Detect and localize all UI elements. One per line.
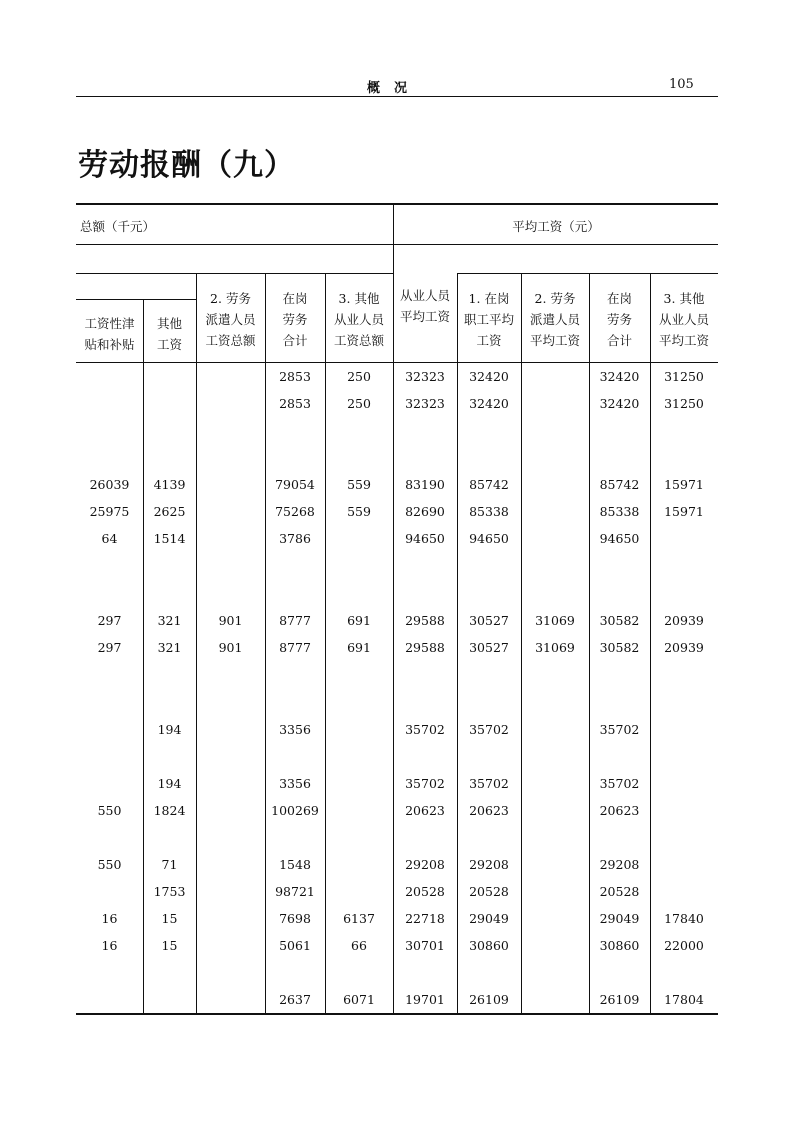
- table-cell: [76, 776, 143, 792]
- table-cell: [196, 803, 265, 819]
- table-cell: [521, 776, 589, 792]
- table-cell: 16: [101, 938, 118, 953]
- table-cell: 8777: [279, 613, 311, 628]
- table-cell: 1514: [153, 531, 186, 546]
- table-cell: 15: [161, 938, 178, 953]
- subgroup-rule: [76, 273, 393, 274]
- table-cell: 250: [347, 396, 371, 411]
- table-cell: [521, 504, 589, 520]
- table-cell: 691: [347, 640, 371, 655]
- table-cell: 297: [97, 640, 122, 655]
- table-cell: [325, 884, 393, 900]
- table-cell: [143, 992, 196, 1008]
- table-cell: [76, 396, 143, 412]
- table-cell: [521, 722, 589, 738]
- table-cell: [196, 531, 265, 547]
- table-cell: [521, 477, 589, 493]
- subgroup-rule-left: [76, 299, 196, 300]
- table-cell: 321: [157, 640, 182, 655]
- table-cell: 31250: [664, 369, 704, 384]
- table-cell: [76, 884, 143, 900]
- table-cell: [650, 776, 718, 792]
- column-header-rule: [76, 362, 718, 363]
- table-cell: 32323: [405, 369, 445, 384]
- table-cell: 20528: [469, 884, 509, 899]
- table-cell: [325, 803, 393, 819]
- table-cell: 15: [161, 911, 178, 926]
- table-cell: 20528: [405, 884, 445, 899]
- table-cell: 85742: [469, 477, 509, 492]
- table-cell: 30527: [469, 613, 509, 628]
- table-cell: 26109: [599, 992, 640, 1007]
- table-cell: 2853: [279, 369, 311, 384]
- page-number: 105: [669, 77, 694, 92]
- table-cell: 64: [101, 531, 118, 546]
- table-cell: 3356: [279, 722, 311, 737]
- table-cell: 2637: [279, 992, 311, 1007]
- group-header-rule: [76, 244, 718, 245]
- table-cell: 30582: [599, 613, 640, 628]
- table-cell: 1548: [279, 857, 311, 872]
- table-cell: [76, 992, 143, 1008]
- table-cell: 94650: [599, 531, 640, 546]
- table-cell: 66: [351, 938, 367, 953]
- table-cell: 22718: [405, 911, 445, 926]
- table-cell: 31069: [535, 640, 575, 655]
- table-cell: [196, 857, 265, 873]
- table-top-rule: [76, 203, 718, 205]
- table-cell: 30527: [469, 640, 509, 655]
- column-header: 其他 工资: [156, 316, 182, 352]
- table-cell: 85338: [469, 504, 509, 519]
- header-rule: [76, 96, 718, 97]
- table-cell: 4139: [153, 477, 186, 492]
- table-cell: [325, 776, 393, 792]
- table-cell: 26039: [89, 477, 130, 492]
- table-cell: [650, 857, 718, 873]
- table-cell: 29208: [405, 857, 445, 872]
- table-cell: [521, 396, 589, 412]
- column-header: 1. 在岗 职工平均 工资: [463, 291, 514, 348]
- table-cell: 29588: [405, 613, 445, 628]
- table-cell: [196, 884, 265, 900]
- table-cell: 32420: [469, 396, 509, 411]
- table-cell: 35702: [469, 776, 509, 791]
- table-cell: 194: [157, 776, 182, 791]
- table-cell: 32420: [599, 369, 640, 384]
- column-header: 3. 其他 从业人员 工资总额: [333, 291, 384, 348]
- table-cell: 550: [97, 857, 122, 872]
- table-cell: 1824: [153, 803, 186, 818]
- table-cell: 691: [347, 613, 371, 628]
- table-cell: 82690: [405, 504, 445, 519]
- running-header-section: 概况: [367, 81, 422, 96]
- table-cell: 85742: [599, 477, 640, 492]
- table-cell: 20939: [664, 613, 704, 628]
- column-header: 从业人员 平均工资: [399, 288, 450, 324]
- table-cell: 20623: [469, 803, 509, 818]
- table-cell: [196, 992, 265, 1008]
- table-cell: 20528: [599, 884, 640, 899]
- table-cell: 35702: [599, 776, 640, 791]
- table-cell: 30582: [599, 640, 640, 655]
- column-header: 在岗 劳务 合计: [282, 291, 308, 348]
- table-cell: 17840: [664, 911, 704, 926]
- table-cell: [76, 369, 143, 385]
- table-cell: 71: [161, 857, 178, 872]
- page-title: 劳动报酬（九）: [78, 148, 295, 183]
- table-cell: 7698: [279, 911, 311, 926]
- table-cell: 35702: [405, 722, 445, 737]
- table-cell: 32420: [469, 369, 509, 384]
- table-cell: 17804: [664, 992, 704, 1007]
- table-cell: 26109: [469, 992, 509, 1007]
- table-cell: 29049: [599, 911, 640, 926]
- table-cell: [521, 531, 589, 547]
- table-cell: 3356: [279, 776, 311, 791]
- table-cell: 15971: [664, 504, 704, 519]
- table-cell: 31250: [664, 396, 704, 411]
- table-cell: 2625: [153, 504, 186, 519]
- table-cell: 15971: [664, 477, 704, 492]
- column-header: 在岗 劳务 合计: [606, 291, 632, 348]
- table-cell: [196, 396, 265, 412]
- subgroup-rule-right: [457, 273, 718, 274]
- table-cell: 8777: [279, 640, 311, 655]
- table-cell: 3786: [279, 531, 311, 546]
- table-cell: [521, 884, 589, 900]
- table-cell: [196, 776, 265, 792]
- table-cell: [650, 884, 718, 900]
- group-header-total: 总额（千元）: [80, 219, 156, 234]
- table-cell: 29049: [469, 911, 509, 926]
- table-cell: 31069: [535, 613, 575, 628]
- table-cell: [325, 722, 393, 738]
- table-cell: 29208: [469, 857, 509, 872]
- table-cell: 94650: [405, 531, 445, 546]
- table-cell: 20623: [599, 803, 640, 818]
- table-cell: [196, 369, 265, 385]
- table-cell: [521, 857, 589, 873]
- table-cell: [325, 857, 393, 873]
- table-cell: 297: [97, 613, 122, 628]
- table-cell: 98721: [275, 884, 315, 899]
- table-cell: 6071: [343, 992, 375, 1007]
- table-cell: [521, 911, 589, 927]
- table-cell: 550: [97, 803, 122, 818]
- column-header: 工资性津 贴和补贴: [84, 316, 135, 352]
- table-cell: 901: [218, 640, 243, 655]
- table-cell: [196, 722, 265, 738]
- table-cell: 35702: [469, 722, 509, 737]
- table-cell: 30860: [469, 938, 509, 953]
- table-cell: 321: [157, 613, 182, 628]
- table-cell: 25975: [89, 504, 130, 519]
- table-cell: [650, 531, 718, 547]
- table-cell: 35702: [599, 722, 640, 737]
- table-cell: 32420: [599, 396, 640, 411]
- table-cell: [521, 369, 589, 385]
- table-cell: 20623: [405, 803, 445, 818]
- table-cell: 6137: [343, 911, 375, 926]
- table-cell: 559: [347, 504, 371, 519]
- table-cell: 22000: [664, 938, 704, 953]
- table-cell: 83190: [405, 477, 445, 492]
- table-cell: 85338: [599, 504, 640, 519]
- table-cell: 5061: [279, 938, 311, 953]
- table-cell: [521, 938, 589, 954]
- table-cell: [650, 722, 718, 738]
- table-cell: 16: [101, 911, 118, 926]
- table-cell: [196, 938, 265, 954]
- table-cell: 79054: [275, 477, 315, 492]
- table-cell: 32323: [405, 396, 445, 411]
- table-cell: 1753: [153, 884, 186, 899]
- table-cell: 29208: [599, 857, 640, 872]
- table-bottom-rule: [76, 1013, 718, 1015]
- table-cell: 2853: [279, 396, 311, 411]
- table-cell: [76, 722, 143, 738]
- table-cell: 35702: [405, 776, 445, 791]
- column-header: 2. 劳务 派遣人员 平均工资: [529, 291, 580, 348]
- table-cell: [196, 504, 265, 520]
- column-header: 2. 劳务 派遣人员 工资总额: [205, 291, 256, 348]
- table-cell: 30860: [599, 938, 640, 953]
- table-cell: 100269: [271, 803, 319, 818]
- table-cell: 30701: [405, 938, 445, 953]
- table-cell: 29588: [405, 640, 445, 655]
- table-cell: [196, 477, 265, 493]
- table-cell: 20939: [664, 640, 704, 655]
- table-cell: [521, 803, 589, 819]
- table-cell: 94650: [469, 531, 509, 546]
- table-cell: 19701: [405, 992, 445, 1007]
- table-cell: 250: [347, 369, 371, 384]
- table-cell: [521, 992, 589, 1008]
- table-cell: [143, 396, 196, 412]
- table-cell: [325, 531, 393, 547]
- table-cell: [143, 369, 196, 385]
- table-cell: 194: [157, 722, 182, 737]
- table-cell: 559: [347, 477, 371, 492]
- group-header-average: 平均工资（元）: [512, 219, 600, 234]
- column-header: 3. 其他 从业人员 平均工资: [658, 291, 709, 348]
- table-cell: 901: [218, 613, 243, 628]
- table-cell: [650, 803, 718, 819]
- table-cell: [196, 911, 265, 927]
- table-cell: 75268: [275, 504, 315, 519]
